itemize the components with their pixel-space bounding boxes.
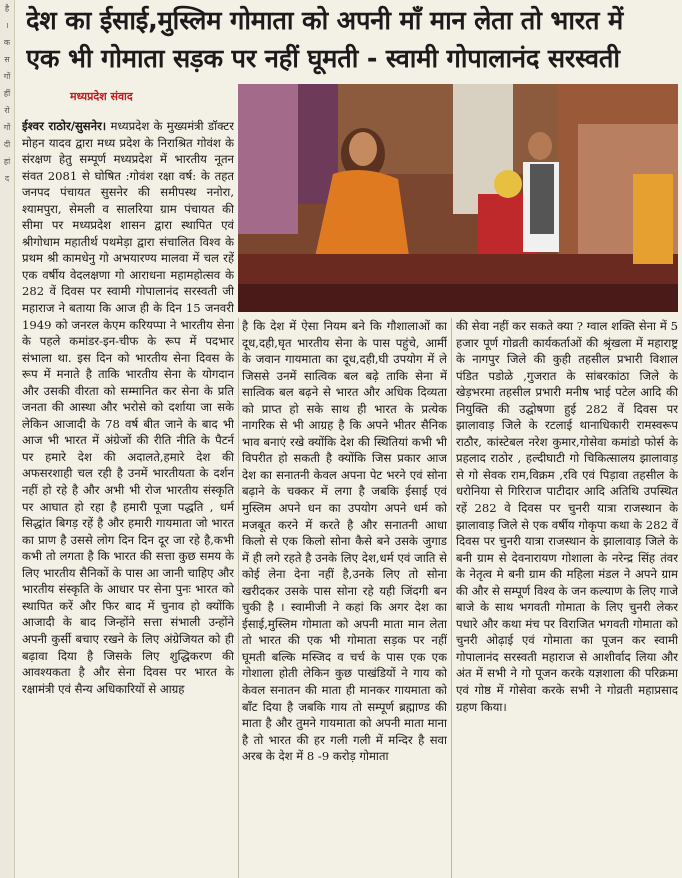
headline-line-2: एक भी गोमाता सड़क पर नहीं घूमती - स्वामी गोपालानंद सरस्वती (26, 44, 620, 74)
column-divider (238, 318, 239, 878)
strip-char: द (4, 174, 10, 183)
strip-char: हां (3, 157, 11, 166)
strip-char: क (3, 38, 11, 47)
strip-char: गों (3, 72, 11, 81)
article-column-1 (22, 118, 234, 878)
headline (26, 2, 676, 78)
column-1-text: मध्यप्रदेश के मुख्यमंत्री डॉक्टर मोहन यादव द्वारा मध्य प्रदेश के निराश्रित गोवंश के संरक्षण हेतु सम्पूर्ण मध्यप्रदेश में भारतीय नूतन संवत 2081 से घोषित :गोवंश रक्षा वर्ष: के तहत जनपद पंचायत सुसनेर की समीपस्थ ननोरा, श्यामपुरा, सेमली व सालरिया ग्राम पंचायत की सीमा पर मध्यप्रदेश शासन द्वारा स्थापित एवं श्रीगोधाम महातीर्थ पथमेड़ा द्वारा संचालित विश्व के प्रथम श्री कामधेनु गो अभयारण्य मालवा में चल रहें एक वर्षीय वेदलक्षणा गो आराधना महामहोत्सव के 282 वें दिवस पर स्वामी गोपालानंद सरस्वती जी महाराज ने बताया कि आज ही के दिन 15 जनवरी 1949 को जनरल केएम करियप्पा ने भारतीय सेना के पहले कमांडर-इन-चीफ के रूप में पदभार संभाला था. इस दिन को भारतीय सेना दिवस के रूप में मनाते है ताकि भारतीय सेना के योगदान और उसकी वीरता को सम्मानित कर सेना के प्रति जनता की आस्था और भरोसे को दर्शाया जा सके लेकिन आजादी के 78 वर्ष बीत जाने के बाद भी आज भी भारत में अंग्रेजों की रीति नीति के पैटर्न पर हमारे देश की अदालते,हमारे देश की अफसरशाही चल रही है उनमें भारतीयता के दर्शन नहीं हो रहे है और अभी भी रोज भारतीय संस्कृति पर आघात हो रहा है हमारी पूजा पद्धति , धर्म सिद्धांत बिगड़ रहें है और हमारी गायमाता जो भारत का प्राण है उससे लोग दिन दिन दूर जा रहे है,कभी कभी तो लगता है कि भारत की सत्ता कुछ समय के लिए भारतीय सैनिकों के पास आ जानी चाहिए और भारतीय संस्कृति के आधार पर सेना पुनः भारत को स्थापित करें और फिर बाद में चुनाव हो क्योंकि आजादी के बाद जिन्होंने सत्ता संभाली उन्होंने अपनी कुर्सी बचाए रखने के लिए अंग्रेजियत को ही बढ़ावा दिया है जिसके लिए शुद्धिकरण की आवश्यकता है और सेना दिवस पर भारत के रक्षामंत्री एवं सैन्य अधिकारियों से आग्रह (22, 119, 234, 696)
adjacent-column-strip (0, 0, 15, 878)
strip-char: । (5, 21, 9, 30)
article-paragraph (22, 118, 234, 697)
strip-char: दी (3, 140, 11, 149)
column-3-text: की सेवा नहीं कर सकते क्या ? ग्वाल शक्ति सेना में 5 हजार पूर्ण गोव्रती कार्यकर्ताओं की श्रृंखला में महाराष्ट्र के नागपुर जिले की कुही तहसील प्रभारी विशाल पंडित पडोळे ,गुजरात के सांबरकांठा जिले के खेड़भरमा तहसील प्रभारी मनीष भाई पटेल आदि की नियुक्ति की उद्घोषणा हुई 282 वें दिवस पर झालावाड़ जिले के रटलाई थानाधिकारी रामस्वरूप राठौर, कांस्टेबल नरेश कुमार,गोसेवा कमांडो फोर्स के प्रहलाद राठोर , हल्दीघाटी गो चिकित्सालय झालावाड़ से गो सेवक राम,विक्रम ,रवि एवं पिड़ावा तहसील के धरोनिया से गिरिराज पाटीदार आदि अतिथि उपस्थित रहें 282 वे दिवस पर चुनरी यात्रा राजस्थान के झालावाड़ जिले से एक वर्षीय गोकृपा कथा के 282 वें दिवस पर चुनरी यात्रा राजस्थान के झालावाड़ जिले के बनी ग्राम से देवनारायण गोशाला के नरेन्द्र सिंह तंवर के नेतृत्व मे बनी ग्राम की महिला मंडल ने अपने ग्राम की और से सम्पूर्ण विश्व के जन कल्याण के लिए गाजे बाजे के साथ भगवती गोमाता के लिए चुनरी लेकर पधारे और कथा मंच पर विराजित भगवती गोमाता को चुनरी ओढ़ाई एवं गोमाता का पूजन कर स्वामी गोपालानंद सरस्वती महाराज से आशीर्वाद लिया और अंत में सभी ने गो पूजन करके यज्ञशाला की परिक्रमा एवं गोष्ठ में गोसेवा करके सभी ने गोव्रती महाप्रसाद ग्रहण किया। (456, 319, 678, 714)
strip-char: गों (3, 123, 11, 132)
byline: ईश्वर राठोर/सुसनेर। (22, 119, 107, 133)
column-2-text: है कि देश में ऐसा नियम बने कि गौशालाओं का दूध,दही,घृत भारतीय सेना के पास पहुंचे, आर्मी के जवान गायमाता का दूध,दही,घी उपयोग में ले जिससे उनमें सात्विक बल बढ़े ताकि सेना में सात्विक बल बढ़ने से भारत और अधिक दिव्यता को प्राप्त हो सके साथ ही भारत के प्रत्येक नागरिक से भी आग्रह है कि अपने भीतर सैनिक भाव बनाएं रखे क्योंकि देश की स्थितियां कभी भी विपरीत हो सकती है क्योंकि जिस प्रकार आज देश का सनातनी केवल अपना पेट भरने एवं सोना बढ़ाने के चक्कर में लगा है जबकि ईसाई एवं मुस्लिम अपने धन का उपयोग अपने धर्म को मजबूत करने में करते है और सनातनी आधा किलो से एक किलो सोना कैसे बने उसके जुगाड में ही लगे रहते है उनके लिए देश,धर्म एवं जाति से कोई लेना देना नहीं है,उनके लिए तो सोना खरीदकर उसके पास सोना रहे यही जिंदगी बन चुकी है । स्वामीजी ने कहां कि अगर देश का ईसाई,मुस्लिम गोमाता को अपनी माता मान लेता तो भारत की एक भी गोमाता सड़क पर नहीं घूमती बल्कि मस्जिद व चर्च के पास एक एक गोशाला होती लेकिन कुछ पाखंडियों ने गाय को केवल सनातन की माता ही मानकर गायमाता को बाँट दिया है जबकि गाय तो सम्पूर्ण ब्रह्माण्ड की माता है और तुमने गायमाता को अपनी माता माना है तो भारत की हर गली गली में मन्दिर है सवा अरब के देश में 8 -9 करोड़ गोमाता (242, 319, 447, 764)
strip-char: हीं (3, 89, 11, 98)
strip-char: रो (4, 106, 10, 115)
section-label: मध्यप्रदेश संवाद (70, 90, 133, 103)
article-column-2 (242, 318, 447, 878)
strip-char: है (4, 4, 10, 13)
column-divider (451, 318, 452, 878)
news-photo (238, 84, 678, 312)
strip-char: स (4, 55, 10, 64)
article-column-3 (456, 318, 678, 878)
headline-line-1: देश का ईसाई,मुस्लिम गोमाता को अपनी माँ मान लेता तो भारत में (26, 6, 624, 36)
